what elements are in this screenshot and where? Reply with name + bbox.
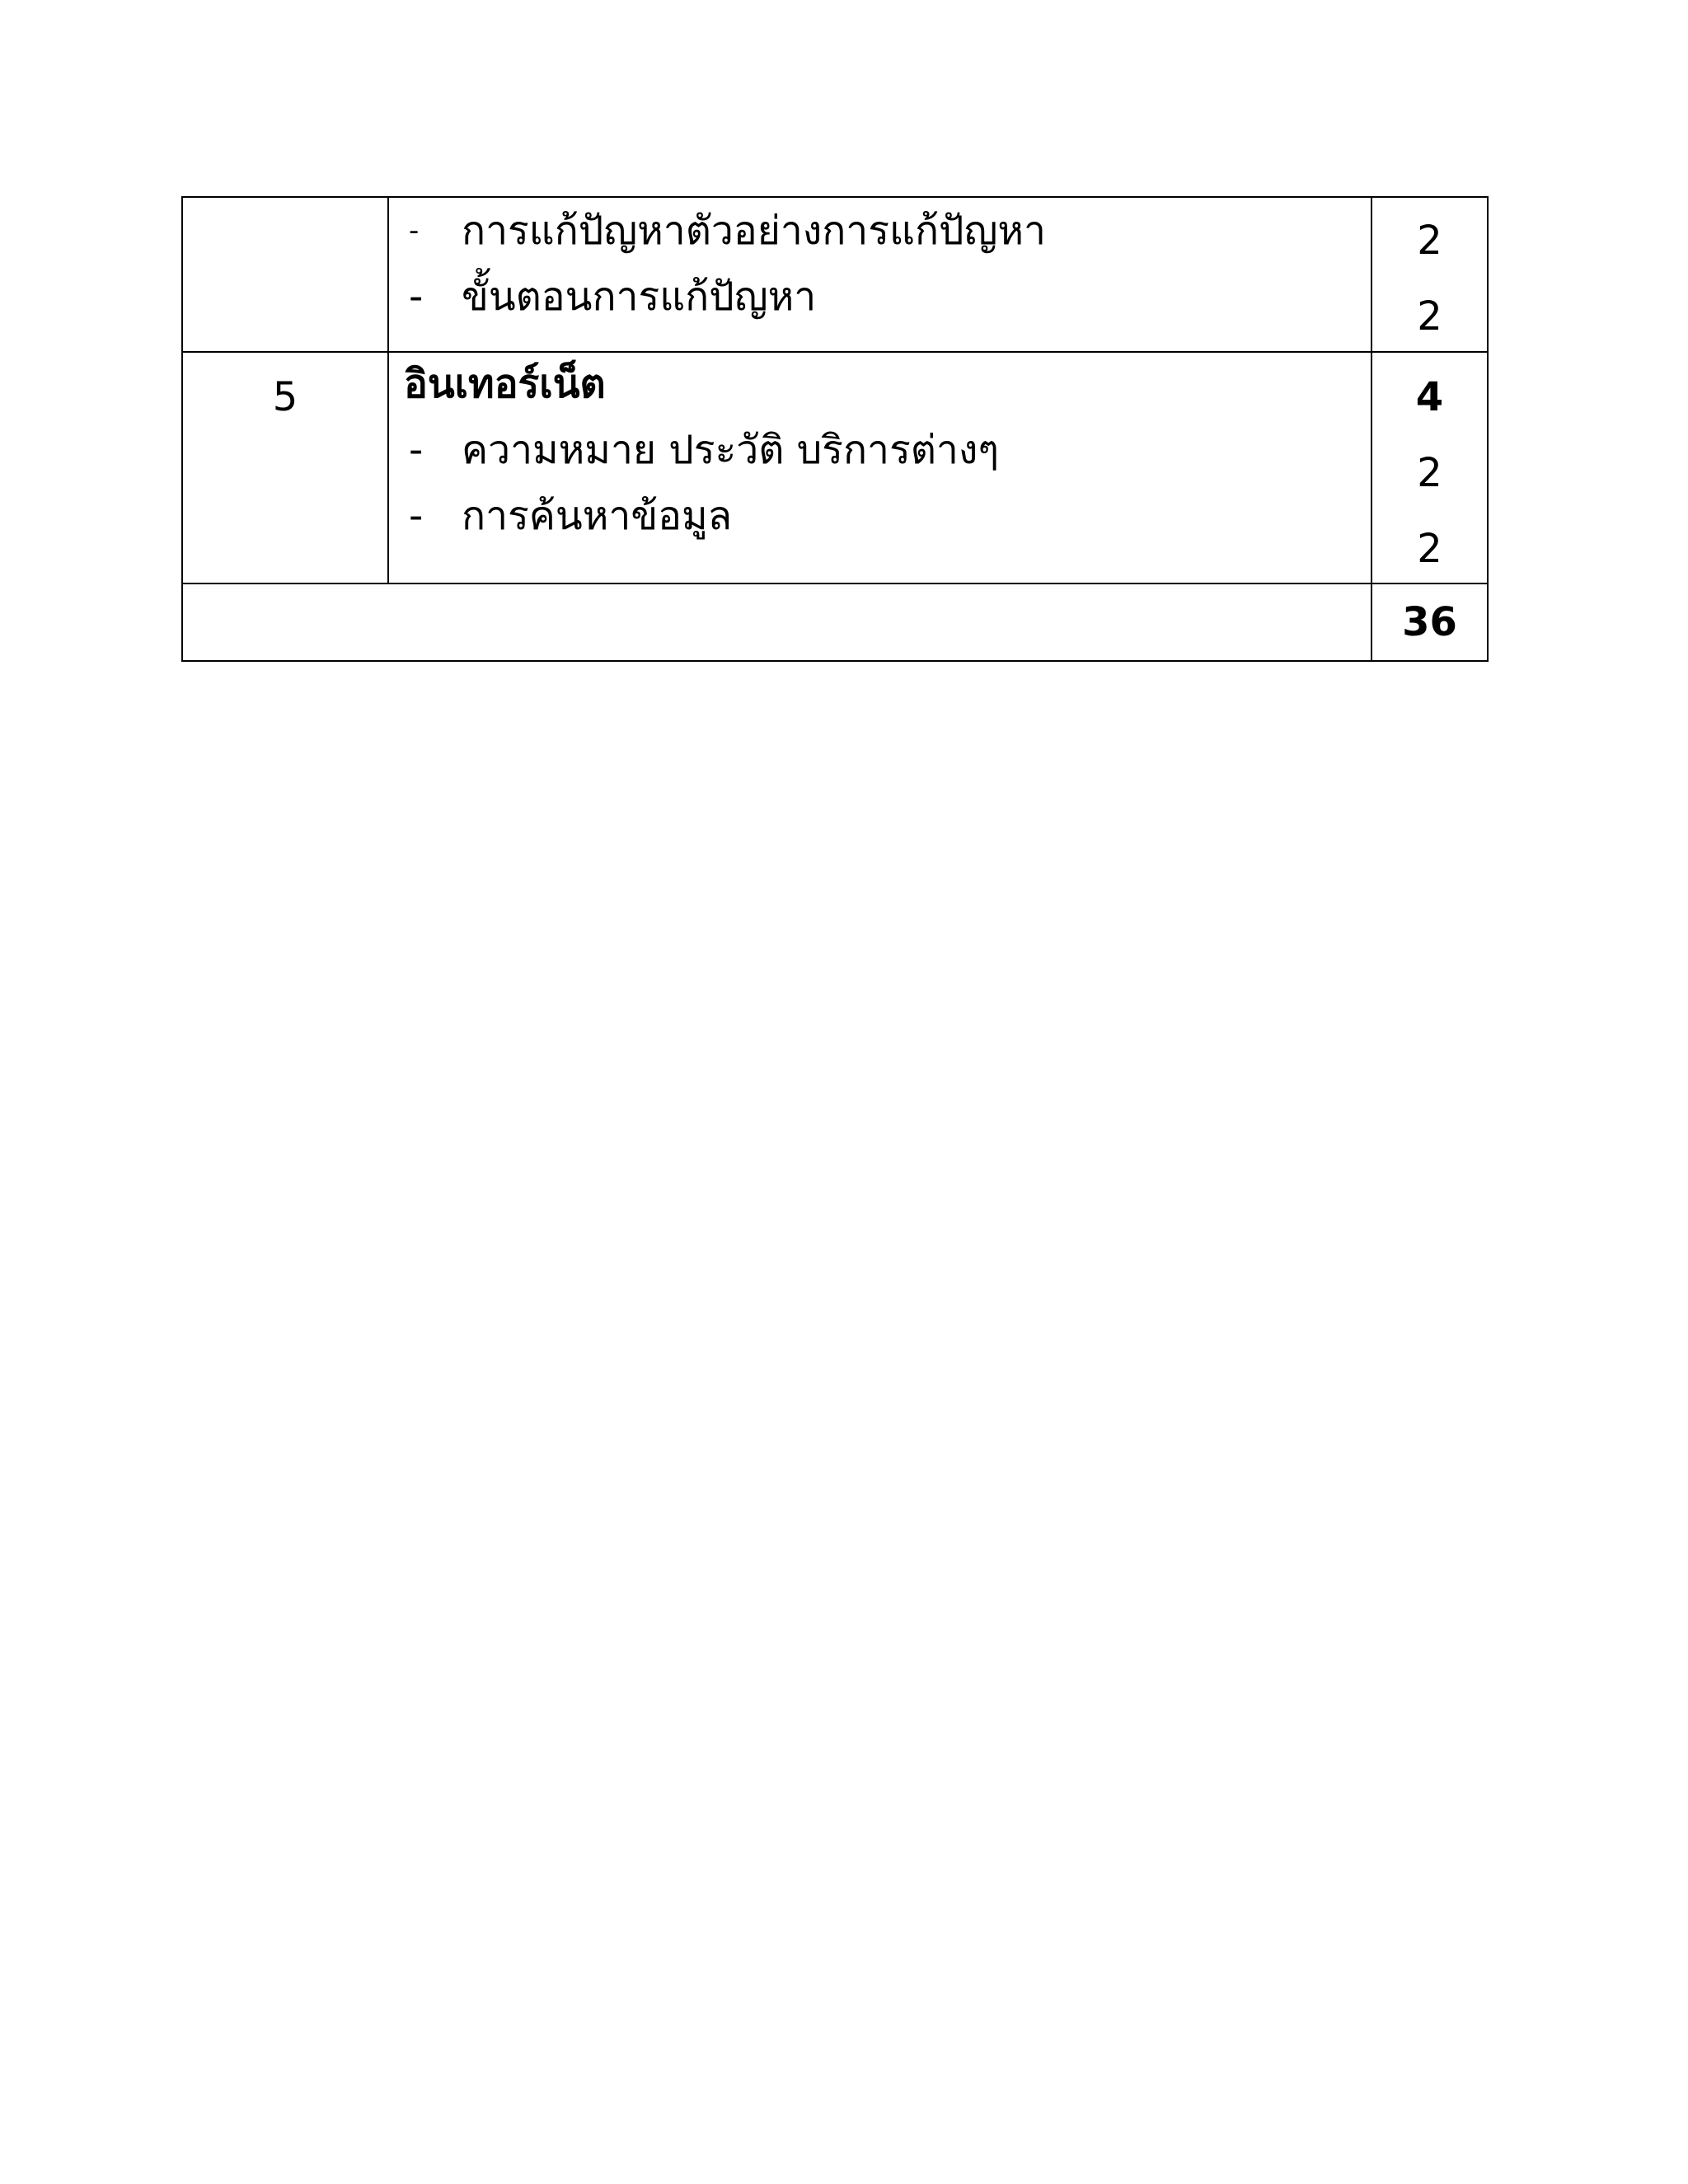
- total-hours: 36: [1402, 599, 1457, 645]
- topic-cell: [388, 197, 1372, 352]
- bullet-dash: -: [409, 493, 424, 539]
- unit-number: 5: [272, 374, 298, 420]
- unit-heading: อินเทอร์เน็ต: [404, 361, 606, 407]
- item-text: ความหมาย ประวัติ บริการต่างๆ: [462, 427, 1000, 473]
- total-row: [182, 583, 1488, 661]
- total-cell: [1372, 583, 1488, 661]
- unit-number-cell: [182, 197, 388, 352]
- hours-value: 2: [1417, 218, 1442, 264]
- list-item: [389, 417, 1371, 483]
- unit-heading-line: [389, 351, 1371, 417]
- item-text: การแก้ปัญหาตัวอย่างการแก้ปัญหา: [462, 208, 1046, 254]
- hours-cell: [1372, 352, 1488, 583]
- item-text: ขั้นตอนการแก้ปัญหา: [462, 274, 817, 320]
- unit-number-cell: [182, 352, 388, 583]
- bullet-dash: -: [409, 274, 424, 320]
- topic-cell: [388, 352, 1372, 583]
- total-label-cell: [182, 583, 1372, 661]
- table-row: [182, 197, 1488, 352]
- table-row: [182, 352, 1488, 583]
- list-item: [389, 198, 1371, 264]
- list-item: [389, 264, 1371, 330]
- item-text: การค้นหาข้อมูล: [462, 493, 733, 539]
- curriculum-table: [181, 196, 1489, 662]
- hours-value: 2: [1417, 450, 1442, 496]
- hours-cell: [1372, 197, 1488, 352]
- unit-number: [183, 209, 387, 275]
- hours-value: 2: [1417, 293, 1442, 340]
- list-item: [389, 483, 1371, 549]
- bullet-dash: -: [409, 427, 424, 473]
- hours-total-unit: 4: [1415, 374, 1444, 420]
- bullet-dash: -: [409, 214, 420, 247]
- hours-value: 2: [1417, 526, 1442, 572]
